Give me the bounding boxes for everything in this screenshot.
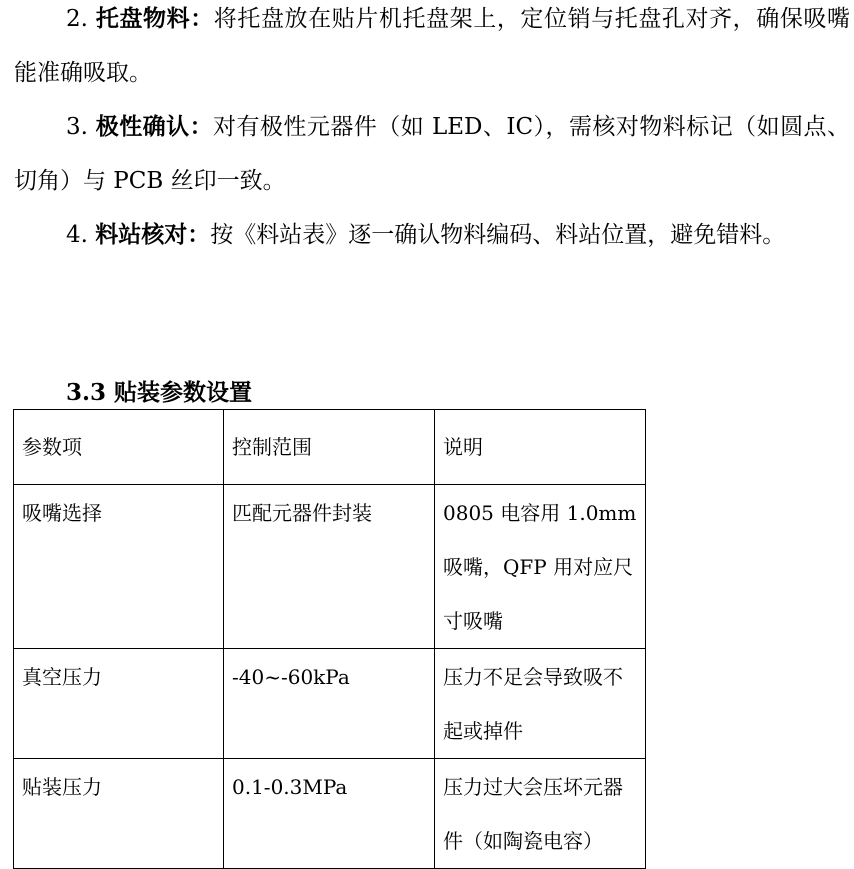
table-cell: -40~-60kPa (224, 649, 435, 759)
paragraph-item-4 (14, 208, 850, 262)
item-heading: 极性确认： (95, 113, 214, 140)
table-header-cell: 说明 (435, 410, 646, 485)
item-heading: 料站核对： (95, 221, 211, 248)
table-header-cell: 控制范围 (224, 410, 435, 485)
table-cell: 压力过大会压坏元器件（如陶瓷电容） (435, 759, 646, 869)
table-cell: 真空压力 (14, 649, 224, 759)
item-body: 按《料站表》逐一确认物料编码、料站位置，避免错料。 (210, 222, 786, 248)
table-cell: 贴装压力 (14, 759, 224, 869)
item-body: 对有极性元器件（如 LED、IC），需核对物料标记（如圆点、切角）与 PCB 丝印一致。 (14, 114, 851, 194)
table-cell: 0805 电容用 1.0mm 吸嘴，QFP 用对应尺寸吸嘴 (435, 485, 646, 649)
table-cell: 匹配元器件封装 (224, 485, 435, 649)
table-header-row (14, 410, 646, 485)
item-heading: 托盘物料： (95, 5, 214, 32)
table-cell: 0.1-0.3MPa (224, 759, 435, 869)
table-row (14, 759, 646, 869)
parameters-table (13, 409, 646, 869)
item-number: 4. (66, 222, 88, 248)
item-number: 3. (66, 114, 88, 140)
table-header-cell: 参数项 (14, 410, 224, 485)
item-body: 将托盘放在贴片机托盘架上，定位销与托盘孔对齐，确保吸嘴能准确吸取。 (14, 6, 851, 86)
table-row (14, 485, 646, 649)
paragraph-item-2 (14, 0, 850, 100)
item-number: 2. (66, 6, 88, 32)
table-row (14, 649, 646, 759)
paragraph-item-3 (14, 100, 850, 208)
section-title: 3.3 贴装参数设置 (66, 379, 253, 406)
table-cell: 吸嘴选择 (14, 485, 224, 649)
table-cell: 压力不足会导致吸不起或掉件 (435, 649, 646, 759)
